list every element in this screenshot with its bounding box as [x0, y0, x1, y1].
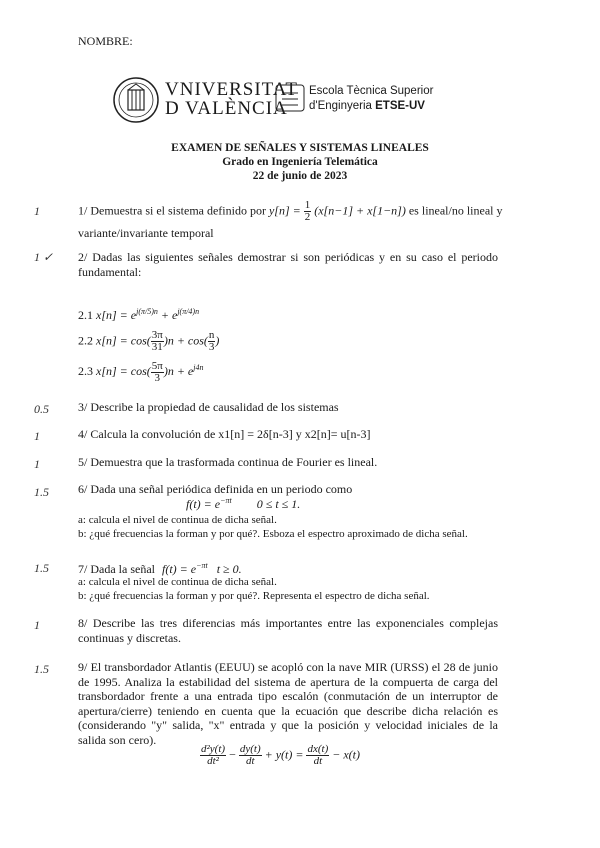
q1-eq-frac-den: 2	[304, 211, 311, 223]
university-name-line1: VNIVERSITAT	[165, 79, 298, 100]
university-seal-icon	[112, 76, 160, 124]
etse-name-line2	[309, 98, 425, 114]
q2-item-3-mid: )n + e	[163, 364, 194, 378]
name-label: NOMBRE:	[78, 34, 133, 48]
q9-term2-den: dt	[245, 755, 255, 767]
q7-grade: 1.5	[34, 561, 49, 575]
q6-text	[78, 482, 352, 497]
q2-item-2-mid: )n + cos(	[163, 333, 208, 348]
q7-eq-range: t ≥ 0.	[216, 562, 242, 576]
q9-term3	[306, 744, 329, 767]
etse-name-line1: Escola Tècnica Superior	[309, 85, 434, 97]
q9-term1-den: dt²	[207, 755, 219, 767]
q6-grade: 1.5	[34, 485, 49, 499]
q2-item-1-expr: x[n] = e	[96, 308, 137, 322]
q9-term1	[200, 744, 226, 767]
q8-text	[78, 616, 498, 645]
exam-date: 22 de junio de 2023	[252, 170, 348, 182]
etse-name-line2a: d'Enginyeria	[309, 100, 372, 112]
q3-text	[78, 400, 339, 415]
q2-item-3	[78, 360, 203, 384]
q1-grade: 1	[34, 204, 40, 218]
q9-op3: − x(t)	[332, 747, 360, 762]
q2-item-1-label: 2.1	[78, 308, 93, 322]
q2-text	[78, 250, 498, 279]
q2-item-3-sup: j4n	[193, 363, 204, 372]
q2-item-2-frac2-den: 3	[208, 341, 215, 353]
q5-text	[78, 455, 377, 470]
q8-number: 8/	[78, 616, 88, 630]
q2-item-2-frac1-den: 31	[151, 341, 163, 353]
q2-body: Dadas las siguientes señales demostrar si son periódicas y en su caso el periodo fundamental:	[78, 250, 499, 279]
q2-item-3-frac1-num: 5π	[151, 359, 163, 372]
q3-grade: 0.5	[34, 402, 49, 416]
q2-item-2	[78, 330, 219, 353]
q2-item-1-sup2: j(π/4)n	[177, 307, 200, 316]
q1-eq-frac-num: 1	[304, 199, 311, 211]
q6-part-a: a: calcula el nivel de continua de dicha señal.	[78, 514, 277, 526]
q1-text-pre: Demuestra si el sistema definido por	[90, 203, 266, 218]
q7-eq-sup: −πt	[196, 561, 208, 570]
q5-number: 5/	[78, 455, 88, 469]
q9-body: El transbordador Atlantis (EEUU) se acopló con la nave MIR (URSS) el 28 de junio de 1995. Analiza la estabilidad del sistema de apertura de la compuerta de carga del transbordador frente a una entrada tipo escalón (conmutación de un interruptor de apertura/cierre) teniendo en cuenta que la ecuación que describe dicha relación es (considerando "y" salida, "x" entrada y que la posición y velocidad iniciales de la salida son cero).	[78, 660, 499, 747]
q9-differential-equation	[200, 744, 360, 767]
q2-item-1-mid: + e	[157, 308, 178, 322]
q2-item-2-frac1	[151, 330, 164, 353]
q7-eq-lhs: f(t) = e	[161, 562, 197, 576]
q2-item-1	[78, 304, 199, 323]
q6-eq-lhs: f(t) = e	[186, 497, 221, 511]
q2-item-2-frac2-num: n	[208, 329, 215, 341]
q9-term3-den: dt	[313, 755, 323, 767]
q7-part-b: b: ¿qué frecuencias la forman y por qué?. Representa el espectro de dicha señal.	[78, 590, 430, 602]
q6-eq-sup: −πt	[220, 496, 232, 505]
q2-item-1-sup1: j(π/5)n	[136, 307, 158, 316]
q1-eq-fraction	[304, 200, 312, 223]
q2-item-2-frac1-num: 3π	[151, 329, 163, 341]
q6-eq-range: 0 ≤ t ≤ 1.	[256, 497, 301, 511]
q2-item-2-expr: x[n] = cos(	[96, 333, 151, 348]
q7-part-a: a: calcula el nivel de continua de dicha señal.	[78, 576, 277, 588]
q9-op1: −	[229, 747, 236, 762]
q8-grade: 1	[34, 618, 40, 632]
etse-acronym: ETSE-UV	[375, 100, 425, 112]
q8-body: Describe las tres diferencias más importantes entre las exponenciales complejas continuas y discretas.	[78, 616, 498, 645]
etse-emblem-icon	[274, 83, 306, 113]
q2-item-3-frac1-den: 3	[154, 371, 161, 384]
q1-text-post: es lineal/no lineal y	[408, 203, 503, 218]
q9-grade: 1.5	[34, 662, 49, 676]
q1-number: 1/	[78, 203, 88, 218]
q1-eq-lhs: y[n] =	[268, 203, 301, 218]
q9-op2: + y(t) =	[264, 747, 304, 762]
exam-degree: Grado en Ingeniería Telemática	[222, 156, 378, 168]
exam-title: EXAMEN DE SEÑALES Y SISTEMAS LINEALES	[171, 142, 429, 154]
q7-number: 7/	[78, 562, 88, 576]
q6-body: Dada una señal periódica definida en un periodo como	[90, 482, 353, 496]
q4-text	[78, 427, 370, 442]
q9-term1-num: d²y(t)	[201, 743, 226, 755]
q6-number: 6/	[78, 482, 88, 496]
q9-term2-num: dy(t)	[239, 743, 261, 755]
q9-number: 9/	[78, 660, 88, 674]
q2-item-2-end: )	[215, 333, 220, 348]
q9-text	[78, 660, 498, 747]
q7-body: Dada la señal	[90, 562, 155, 576]
q3-number: 3/	[78, 400, 88, 414]
q2-number: 2/	[78, 250, 88, 264]
q9-term3-num: dx(t)	[307, 743, 329, 755]
q2-item-3-label: 2.3	[78, 364, 93, 378]
q4-grade: 1	[34, 429, 40, 443]
q1-line2: variante/invariante temporal	[78, 226, 214, 240]
q9-term2	[239, 744, 262, 767]
q6-part-b: b: ¿qué frecuencias la forman y por qué?. Esboza el espectro aproximado de dicha señal.	[78, 528, 468, 540]
q6-equation	[186, 496, 300, 512]
q5-grade: 1	[34, 457, 40, 471]
q2-item-3-expr: x[n] = cos(	[96, 364, 151, 378]
q3-body: Describe la propiedad de causalidad de los sistemas	[90, 400, 339, 414]
q1-line1	[78, 200, 503, 223]
q1-eq-rhs: (x[n−1] + x[1−n])	[314, 203, 406, 218]
university-name-line2: D VALÈNCIA	[165, 98, 288, 119]
q4-number: 4/	[78, 427, 88, 441]
q2-item-3-frac1	[151, 361, 164, 384]
q2-grade: 1 ✓	[34, 250, 54, 264]
q5-body: Demuestra que la trasformada continua de Fourier es lineal.	[90, 455, 378, 469]
q2-item-2-label: 2.2	[78, 333, 93, 348]
q4-body: Calcula la convolución de x1[n] = 2δ[n-3] y x2[n]= u[n-3]	[90, 427, 371, 441]
